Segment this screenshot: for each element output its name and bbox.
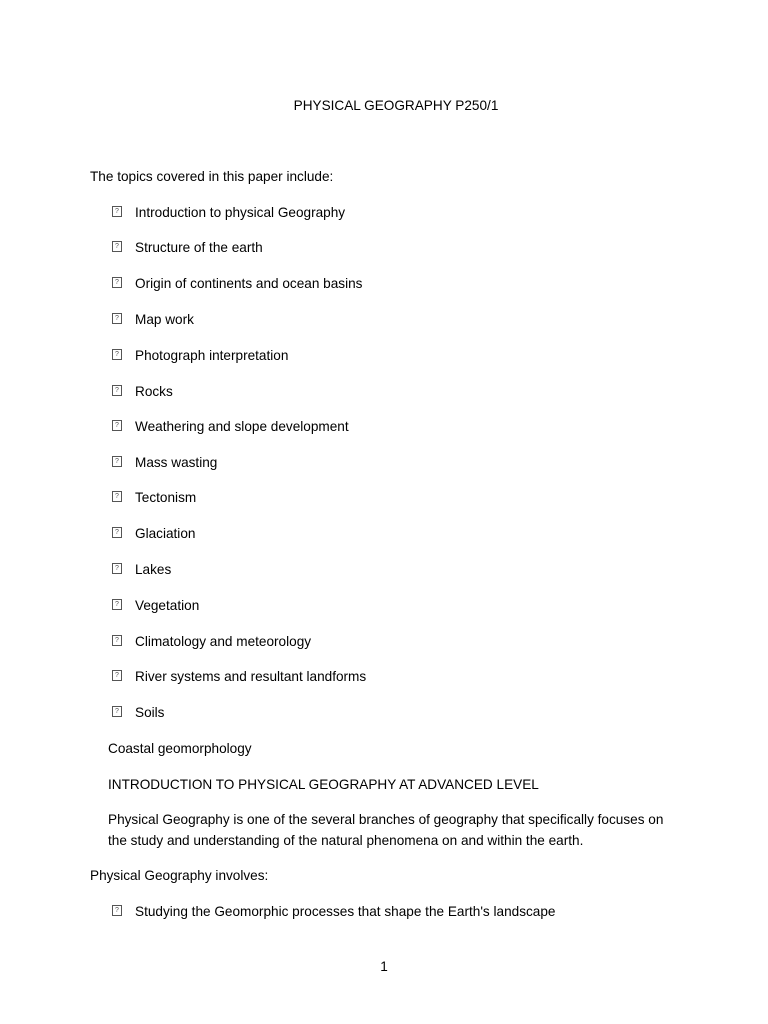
list-item-text: Tectonism — [135, 490, 197, 505]
bullet-icon: ? — [112, 563, 122, 574]
page-number: 1 — [380, 959, 388, 974]
list-item-text: Weathering and slope development — [135, 419, 349, 434]
involves-label: Physical Geography involves: — [90, 868, 269, 883]
bullet-icon: ? — [112, 420, 122, 431]
list-item-text: River systems and resultant landforms — [135, 669, 367, 684]
bullet-icon: ? — [112, 206, 122, 217]
list-item-text: Studying the Geomorphic processes that shape the Earth's landscape — [135, 904, 556, 919]
page-title: PHYSICAL GEOGRAPHY P250/1 — [293, 98, 499, 113]
list-item-text: Climatology and meteorology — [135, 634, 312, 649]
bullet-icon: ? — [112, 905, 122, 916]
bullet-icon: ? — [112, 456, 122, 467]
definition-paragraph: Physical Geography is one of the several branches of geography that specifically focuses on the study and understanding of the natural phenomena on and within the earth. — [108, 812, 664, 848]
bullet-icon: ? — [112, 635, 122, 646]
list-item-text: Map work — [135, 312, 194, 327]
list-item-text: Soils — [135, 705, 165, 720]
list-item-text: Introduction to physical Geography — [135, 205, 346, 220]
list-item-text: Photograph interpretation — [135, 348, 289, 363]
bullet-icon: ? — [112, 527, 122, 538]
bullet-icon: ? — [112, 706, 122, 717]
list-item-text: Origin of continents and ocean basins — [135, 276, 363, 291]
bullet-icon: ? — [112, 277, 122, 288]
list-item-text: Vegetation — [135, 598, 200, 613]
extra-topic: Coastal geomorphology — [108, 741, 252, 756]
list-item-text: Lakes — [135, 562, 172, 577]
list-item-text: Rocks — [135, 384, 173, 399]
list-item-text: Mass wasting — [135, 455, 218, 470]
bullet-icon: ? — [112, 349, 122, 360]
section-heading: INTRODUCTION TO PHYSICAL GEOGRAPHY AT ADVANCED LEVEL — [108, 777, 539, 792]
topics-intro: The topics covered in this paper include: — [90, 169, 334, 184]
bullet-icon: ? — [112, 670, 122, 681]
bullet-icon: ? — [112, 313, 122, 324]
bullet-icon: ? — [112, 599, 122, 610]
list-item-text: Glaciation — [135, 526, 196, 541]
bullet-icon: ? — [112, 241, 122, 252]
bullet-icon: ? — [112, 385, 122, 396]
bullet-icon: ? — [112, 491, 122, 502]
list-item-text: Structure of the earth — [135, 240, 263, 255]
